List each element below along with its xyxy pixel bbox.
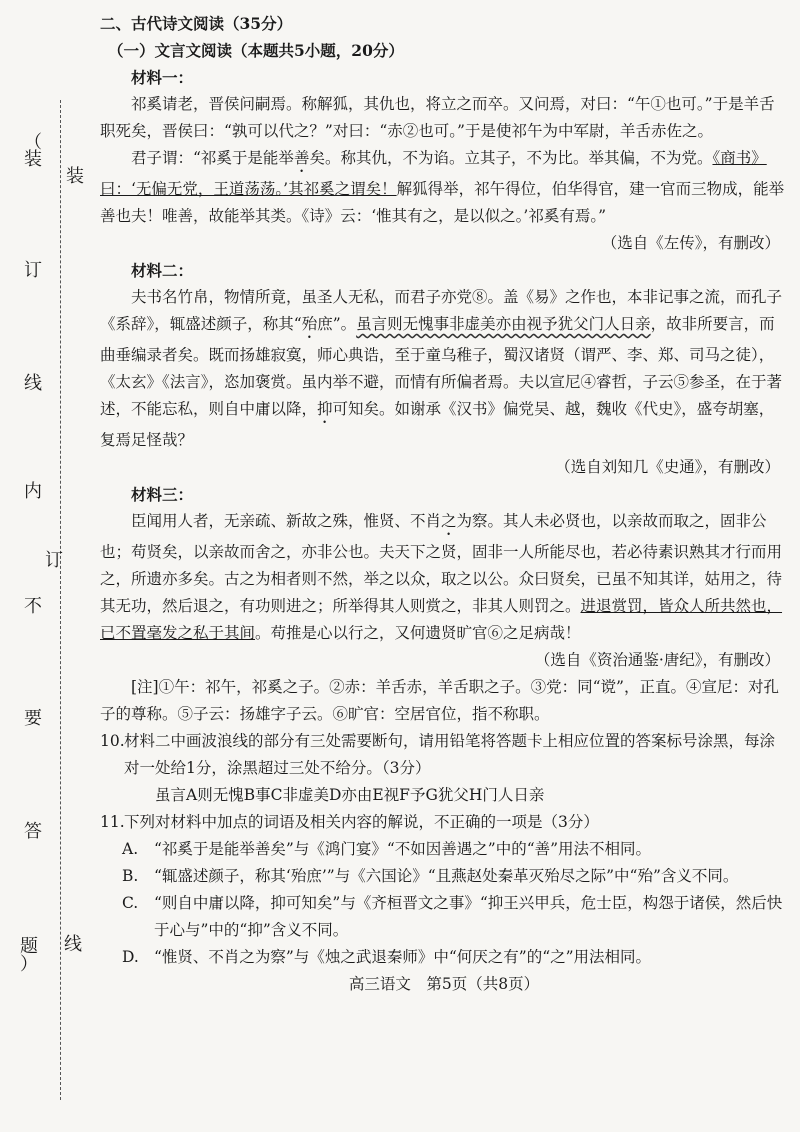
option-label: A. — [122, 840, 139, 858]
text-span: 庶”。 — [317, 315, 357, 333]
question-body — [124, 809, 788, 836]
binding-inner-char: 线 — [64, 934, 82, 955]
material-1-paragraph: 祁奚请老，晋侯问嗣焉。称解狐，其仇也，将立之而卒。又问焉，对曰：“午①也可。”于是羊舌职死矣，晋侯曰：“孰可以代之？”对曰：“赤②也可。”于是使祁午为中军尉，羊舌赤佐之。 — [100, 95, 775, 140]
binding-char: 答 — [24, 821, 42, 842]
material-3-paragraph — [100, 508, 788, 647]
wavy-underlined-text: 虽言则无愧事非虚美亦由视予犹父门人日亲 — [356, 315, 651, 333]
sub-heading: （一）文言文阅读（本题共5小题，20分） — [108, 41, 404, 60]
binding-char: （ — [24, 132, 42, 153]
dotted-word: 抑 — [317, 400, 333, 418]
text-span: 。苟推是心以行之，又何遗贤旷官⑥之足病哉！ — [255, 624, 581, 642]
binding-char: 要 — [24, 708, 42, 729]
binding-inner-char: 装 — [66, 166, 84, 187]
material-1-paragraph — [100, 145, 788, 230]
material-2-source: （选自刘知几《史通》，有删改） — [555, 458, 780, 476]
text-span: ，故非所要言，而曲垂编录者矣。既而扬雄寂寞，师心典诰，至于童乌稚子，蜀汉诸贤（谓严、李、郑、司马之徒），《太玄》《法言》，恣加褒赏。虽内举不避，而情有所偏者焉。夫以宣尼④睿哲，子云⑤参圣，在于著述，不能忘私，则自中庸以降， — [100, 315, 783, 418]
text-span: 矣。称其仇，不为谄。立其子，不为比。举其偏，不为党。 — [309, 149, 713, 167]
option-d — [100, 944, 788, 971]
binding-char: 题 — [20, 936, 38, 957]
text-span: 可知矣。如谢承《汉书》偏党吴、越，魏收《代史》，盛夸胡塞，复焉足怪哉？ — [100, 400, 775, 449]
dotted-word: 之 — [441, 512, 457, 530]
dotted-word: 善 — [293, 149, 310, 167]
exam-content — [100, 10, 788, 998]
option-b — [100, 863, 788, 890]
option-text: “惟贤、不肖之为察”与《烛之武退秦师》中“何厌之有”的“之”用法相同。 — [154, 948, 652, 966]
annotations: [注]①午：祁午，祁奚之子。②赤：羊舌赤，羊舌职之子。③党：同“谠”，正直。④宣尼：对孔子的尊称。⑤子云：扬雄字子云。⑥旷官：空居官位，指不称职。 — [100, 678, 779, 723]
material-3-label: 材料三： — [131, 485, 194, 504]
binding-margin — [0, 0, 92, 1132]
material-2-label: 材料二： — [131, 261, 194, 280]
material-1-source: （选自《左传》，有删改） — [601, 234, 780, 252]
text-span: 君子谓：“祁奚于是能举 — [131, 149, 294, 167]
option-text: “则自中庸以降，抑可知矣”与《齐桓晋文之事》“抑王兴甲兵，危士臣，构怨于诸侯，然后快于心与”中的“抑”含义不同。 — [154, 894, 783, 939]
binding-char: 不 — [24, 596, 42, 617]
option-text: “辄盛述颜子，称其‘殆庶’”与《六国论》“且燕赵处秦革灭殆尽之际”中“殆”含义不同。 — [154, 867, 739, 885]
binding-dashed-line — [60, 100, 61, 1100]
option-label: B. — [122, 867, 139, 885]
dotted-word: 殆 — [301, 315, 318, 333]
sentence-break-options: 虽言A则无愧B事C非虚美D亦由E视F予G犹父H门人日亲 — [155, 786, 545, 804]
question-number: 10. — [100, 732, 125, 750]
binding-char: ） — [20, 954, 38, 975]
underlined-sentence: 进退赏罚，皆众人所共然也，已不置毫发之私于其间 — [100, 597, 783, 642]
material-3-source: （选自《资治通鉴·唐纪》，有删改） — [534, 651, 780, 669]
text-span: 为察。其人未必贤也，以亲故而取之，固非公也；苟贤矣，以亲故而舍之，亦非公也。夫天下之贤，固非一人所能尽也，若必待素识熟其才行而用之，所遗亦多矣。古之为相者则不然，举之以众，取之以公。众曰贤矣，已虽不知其详，姑用之，待其无功，然后退之，有功则进之；所举得其人则赏之，非其人则罚之。 — [100, 512, 783, 615]
binding-char: 装 — [24, 149, 42, 170]
question-11 — [100, 809, 788, 836]
binding-char: 订 — [24, 260, 42, 281]
text-span: 夫书名竹帛，物情所竟，虽圣人无私，而君子亦党⑧。盖《易》之作也，本非记事之流，而孔子《系辞》，辄盛述颜子，称其“ — [100, 288, 783, 333]
question-number: 11. — [100, 813, 125, 831]
material-1-label: 材料一： — [131, 68, 194, 87]
binding-inner-char: 订 — [45, 550, 63, 571]
underlined-sentence: 《商书》曰：‘无偏无党，王道荡荡。’其祁奚之谓矣！ — [100, 149, 767, 198]
text-span: 臣闻用人者，无亲疏、新故之殊，惟贤、不肖 — [131, 512, 442, 530]
section-heading: 二、古代诗文阅读（35分） — [100, 14, 293, 33]
question-text: 材料二中画波浪线的部分有三处需要断句，请用铅笔将答题卡上相应位置的答案标号涂黑，每涂对一处给1分，涂黑超过三处不给分。（3分） — [124, 732, 776, 777]
option-c — [100, 890, 788, 944]
option-text: “祁奚于是能举善矣”与《鸿门宴》“不如因善遇之”中的“善”用法不相同。 — [154, 840, 652, 858]
option-label: C. — [122, 894, 139, 912]
binding-char: 内 — [24, 481, 42, 502]
page-footer: 高三语文 第5页（共8页） — [348, 975, 540, 993]
binding-char: 线 — [24, 373, 42, 394]
option-a — [100, 836, 788, 863]
material-2-paragraph — [100, 284, 788, 454]
option-label: D. — [122, 948, 139, 966]
question-text: 下列对材料中加点的词语及相关内容的解说，不正确的一项是（3分） — [124, 813, 599, 831]
question-body — [124, 728, 788, 782]
question-10 — [100, 728, 788, 782]
text-span: 解狐得举，祁午得位，伯华得官，建一官而三物成，能举善也夫！唯善，故能举其类。《诗》云：‘惟其有之，是以似之。’祁奚有焉。” — [100, 180, 785, 225]
